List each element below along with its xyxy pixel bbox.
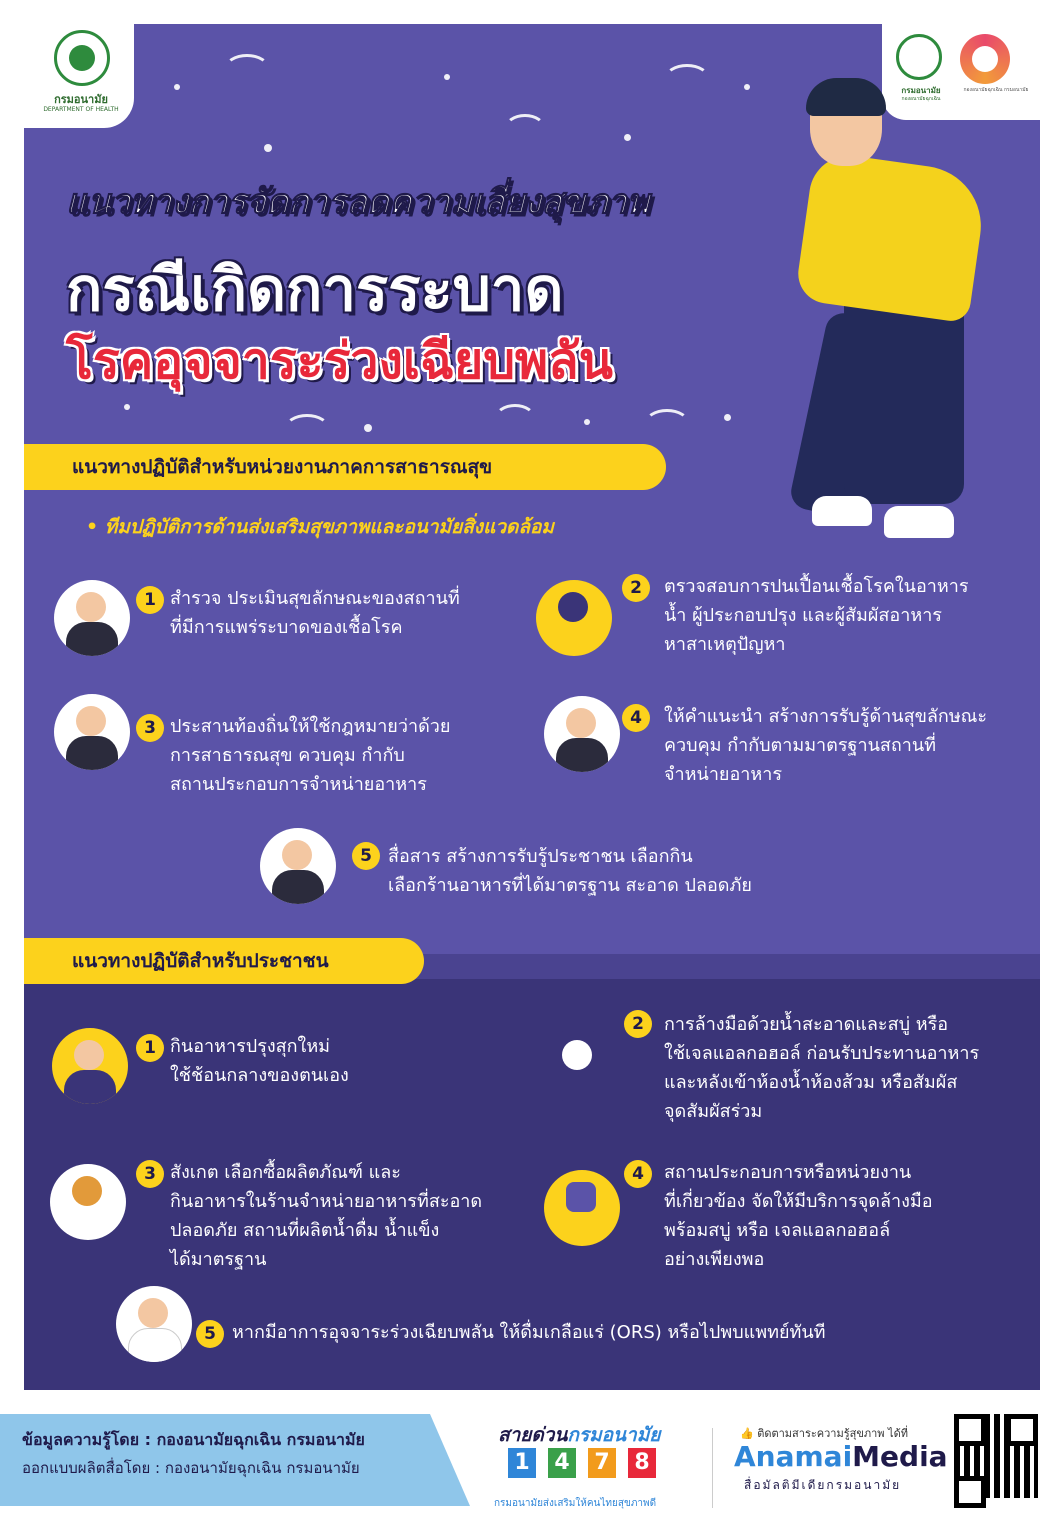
credit-design: ออกแบบผลิตสื่อโดย : กองอนามัยฉุกเฉิน กรมอนามัย xyxy=(22,1459,360,1477)
s1-item4-text: ให้คำแนะนำ สร้างการรับรู้ด้านสุขลักษณะ ควบคุม กำกับตามมาตรฐานสถานที่ จำหน่ายอาหาร xyxy=(664,706,988,785)
hotline-digit: 7 xyxy=(588,1448,616,1478)
hotline-digit: 8 xyxy=(628,1448,656,1478)
logo-department-of-health xyxy=(24,24,134,128)
follow-text: 👍 ติดตามสาระความรู้สุขภาพ ได้ที่ xyxy=(740,1427,908,1440)
footer xyxy=(0,1398,1064,1538)
step-number: 2 xyxy=(622,574,650,602)
step-number: 1 xyxy=(136,1034,164,1062)
step-number: 4 xyxy=(622,704,650,732)
logo-sub: กองอนามัยฉุกเฉิน xyxy=(901,96,941,102)
s2-item5-text: หากมีอาการอุจจาระร่วงเฉียบพลัน ให้ดื่มเกลือแร่ (ORS) หรือไปพบแพทย์ทันที xyxy=(232,1322,826,1343)
confetti-squiggle xyxy=(284,414,330,444)
ministry-seal-icon xyxy=(896,34,942,80)
ministry-seal-icon xyxy=(54,30,110,86)
step-number: 5 xyxy=(352,842,380,870)
logo-name: กรมอนามัย xyxy=(54,93,108,106)
community-people-icon xyxy=(260,828,336,904)
section2-heading: แนวทางปฏิบัติสำหรับประชาชน xyxy=(24,938,424,984)
confetti-dot xyxy=(174,84,180,90)
step-number: 3 xyxy=(136,714,164,742)
s2-item2-text: การล้างมือด้วยน้ำสะอาดและสบู่ หรือ ใช้เจลแอลกอฮอล์ ก่อนรับประทานอาหาร และหลังเข้าห้องน้ำห้องส้วม หรือสัมผัส จุดสัมผัสร่วม xyxy=(664,1014,980,1122)
s2-item4-text: สถานประกอบการหรือหน่วยงาน ที่เกี่ยวข้อง จัดให้มีบริการจุดล้างมือ พร้อมสบู่ หรือ เจลแอลกอฮอล์ อย่างเพียงพอ xyxy=(664,1162,933,1270)
logo-sub: DEPARTMENT OF HEALTH xyxy=(43,106,119,113)
doctor-icon xyxy=(116,1286,192,1362)
hotline-digit: 1 xyxy=(508,1448,536,1478)
poster xyxy=(24,24,1040,1390)
anamai-media-sub: สื่อมัลติมีเดียกรมอนามัย xyxy=(744,1478,902,1492)
section1-heading: แนวทางปฏิบัติสำหรับหน่วยงานภาคการสาธารณสุข xyxy=(24,444,666,490)
confetti-dot xyxy=(624,134,631,141)
confetti-squiggle xyxy=(224,54,270,84)
section1-subheading: • ทีมปฏิบัติการด้านส่งเสริมสุขภาพและอนามัยสิ่งแวดล้อม xyxy=(86,516,554,538)
hotline-prefix: สายด่วน xyxy=(498,1424,568,1446)
logo-name: กรมอนามัย xyxy=(901,86,941,95)
confetti-squiggle xyxy=(664,64,710,94)
confetti-dot xyxy=(724,414,731,421)
confetti-dot xyxy=(584,419,590,425)
food-vendor-icon xyxy=(544,696,620,772)
title-line1: แนวทางการจัดการลดความเสี่ยงสุขภาพ xyxy=(66,182,650,222)
hand-washing-icon xyxy=(540,1028,616,1104)
divider xyxy=(712,1428,713,1508)
hotline-digit: 4 xyxy=(548,1448,576,1478)
sick-man-illustration xyxy=(784,84,1024,544)
s1-item5-text: สื่อสาร สร้างการรับรู้ประชาชน เลือกกิน เลือกร้านอาหารที่ได้มาตรฐาน สะอาด ปลอดภัย xyxy=(388,846,752,896)
confetti-squiggle xyxy=(504,114,546,144)
hotline-name: กรมอนามัย xyxy=(567,1424,661,1446)
step-number: 3 xyxy=(136,1160,164,1188)
logo-partner: กองอนามัยฉุกเฉิน กรมอนามัย xyxy=(963,87,1029,93)
confetti-dot xyxy=(124,404,130,410)
qr-corner xyxy=(954,1476,986,1508)
s2-item3-text: สังเกต เลือกซื้อผลิตภัณฑ์ และ กินอาหารในร้านจำหน่ายอาหารที่สะอาด ปลอดภัย สถานที่ผลิตน้ำดื่ม น้ำแข็ง ได้มาตรฐาน xyxy=(170,1162,483,1270)
title-line2: กรณีเกิดการระบาด xyxy=(66,255,564,325)
confetti-dot xyxy=(444,74,450,80)
food-inspection-icon xyxy=(536,580,612,656)
confetti-dot xyxy=(264,144,272,152)
title-line3: โรคอุจจาระร่วงเฉียบพลัน xyxy=(66,332,613,390)
hotline-title xyxy=(498,1420,660,1450)
s1-item1-text: สำรวจ ประเมินสุขลักษณะของสถานที่ ที่มีการแพร่ระบาดของเชื้อโรค xyxy=(170,588,460,638)
food-check-icon xyxy=(50,1164,126,1240)
hotline-slogan: กรมอนามัยส่งเสริมให้คนไทยสุขภาพดี xyxy=(494,1498,657,1509)
confetti-squiggle xyxy=(494,404,536,434)
step-number: 4 xyxy=(624,1160,652,1188)
chef-cooking-icon xyxy=(52,1028,128,1104)
confetti-dot xyxy=(744,84,750,90)
sanitizer-spray-icon xyxy=(544,1170,620,1246)
credit-content: ข้อมูลความรู้โดย : กองอนามัยฉุกเฉิน กรมอนามัย xyxy=(22,1430,365,1449)
s1-item2-text: ตรวจสอบการปนเปื้อนเชื้อโรคในอาหาร น้ำ ผู้ประกอบปรุง และผู้สัมผัสอาหาร หาสาเหตุปัญหา xyxy=(664,576,969,655)
health-officer-icon xyxy=(54,694,130,770)
step-number: 2 xyxy=(624,1010,652,1038)
anamai-media-logo: AnamaiMedia xyxy=(734,1440,948,1473)
s2-item1-text: กินอาหารปรุงสุกใหม่ ใช้ช้อนกลางของตนเอง xyxy=(170,1036,349,1086)
emergency-division-logo-icon xyxy=(960,34,1010,84)
confetti-squiggle xyxy=(644,409,690,439)
step-number: 1 xyxy=(136,586,164,614)
health-officer-icon xyxy=(54,580,130,656)
step-number: 5 xyxy=(196,1320,224,1348)
s1-item3-text: ประสานท้องถิ่นให้ใช้กฎหมายว่าด้วย การสาธารณสุข ควบคุม กำกับ สถานประกอบการจำหน่ายอาหาร xyxy=(170,716,451,795)
confetti-dot xyxy=(364,424,372,432)
